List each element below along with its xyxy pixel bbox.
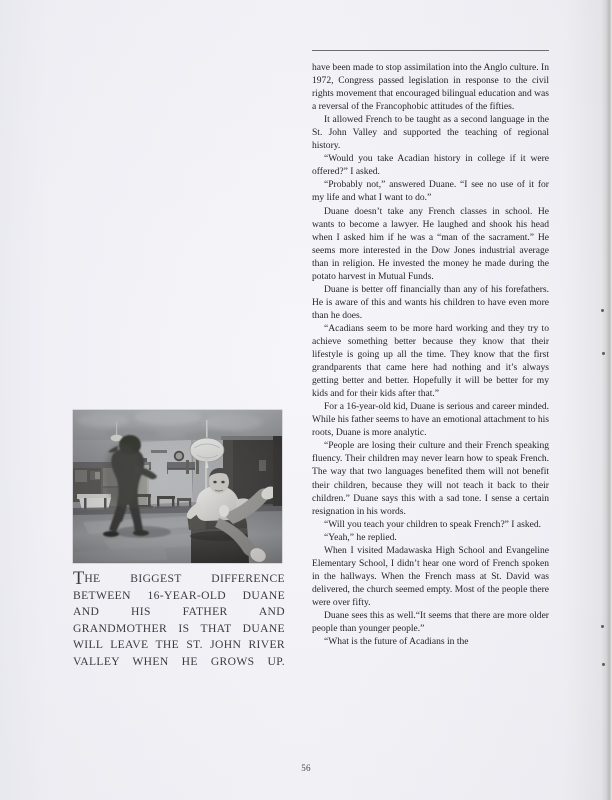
paragraph: “Probably not,” answered Duane. “I see no use of it for my life and what I want to do.” bbox=[312, 179, 549, 204]
paragraph: “Acadians seem to be more hard working and they try to achieve something better because they know that their lifestyle is going up all the time. They know that the first grandparents that came here had nothing and it’s always getting better and better. Hopefully it will be better for my kids and for their kids after that.” bbox=[312, 322, 549, 400]
paragraph: When I visited Madawaska High School and Evangeline Elementary School, I didn’t hear one word of French spoken in the hallways. When the French mass at St. David was delivered, the church seemed empty. Most of the people there were over fifty. bbox=[312, 544, 549, 608]
page-number: 56 bbox=[301, 763, 311, 773]
paragraph: “People are losing their culture and their French speaking fluency. Their children may never learn how to speak French. The way that two languages benefited them will not benefit their children, because they will not teach it back to their children.” Duane says this with a sad tone. I sense a certain resignation in his words. bbox=[312, 440, 549, 517]
scan-speck bbox=[601, 625, 604, 628]
paragraph: It allowed French to be taught as a second language in the St. John Valley and supported the teaching of regional history. bbox=[312, 114, 549, 152]
scan-edge-shadow bbox=[601, 0, 612, 800]
caption-dropcap: T bbox=[73, 569, 85, 589]
paragraph: “Would you take Acadian history in college if it were offered?” I asked. bbox=[312, 153, 549, 178]
photograph-figure bbox=[73, 410, 282, 563]
article-body bbox=[312, 61, 549, 648]
paragraph: have been made to stop assimilation into the Anglo culture. In 1972, Congress passed legislation in response to the civil rights movement that encouraged bilingual education and was a reversal of the Francophobic attitudes of the fifties. bbox=[312, 62, 549, 113]
photograph-image bbox=[73, 410, 282, 563]
paragraph: “What is the future of Acadians in the bbox=[324, 636, 469, 648]
paragraph: Duane sees this as well.“It seems that there are more older people than younger people.” bbox=[312, 609, 549, 635]
column-top-rule bbox=[312, 50, 549, 51]
figure-caption bbox=[73, 571, 285, 687]
article-column bbox=[312, 50, 549, 648]
paragraph: “Yeah,” he replied. bbox=[324, 531, 397, 543]
paragraph: “Will you teach your children to speak French?” I asked. bbox=[324, 518, 541, 530]
paragraph: For a 16-year-old kid, Duane is serious and career minded. While his father seems to have an emotional attachment to his roots, Duane is more analytic. bbox=[312, 401, 550, 439]
scan-speck bbox=[601, 309, 604, 312]
paragraph: Duane is better off financially than any of his forefathers. He is aware of this and wants his children to have even more than he does. bbox=[312, 283, 549, 321]
paragraph: Duane doesn’t take any French classes in school. He wants to become a lawyer. He laughed and shook his head when I asked him if he was a “man of the sacrament.” He seems more interested in the Dow Jones industrial average than in religion. He invested the money he made during the potato harvest in Mutual Funds. bbox=[312, 205, 549, 282]
caption-text: HE BIGGEST DIFFERENCE BETWEEN 16-YEAR-OLD DUANE AND HIS FATHER AND GRANDMOTHER IS THAT DUANE WILL LEAVE THE ST. JOHN RIVER VALLEY WHEN HE GROWS UP. bbox=[73, 572, 285, 668]
scan-speck bbox=[602, 663, 605, 666]
scan-speck bbox=[602, 352, 605, 355]
interior-photograph bbox=[73, 410, 282, 563]
